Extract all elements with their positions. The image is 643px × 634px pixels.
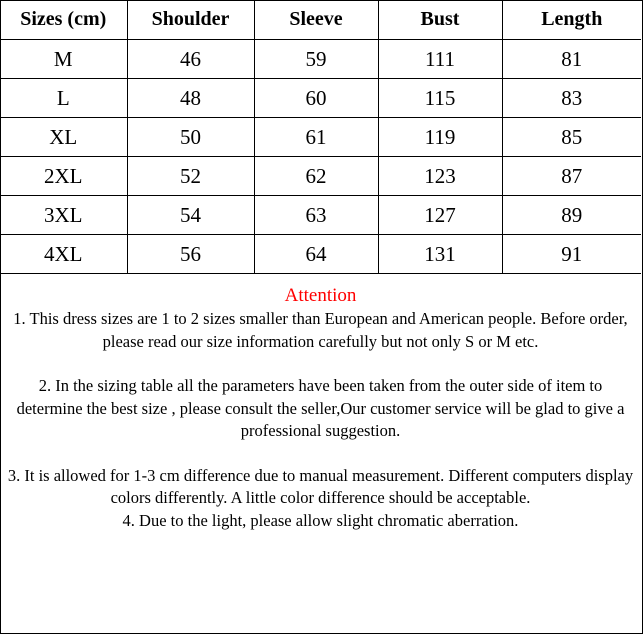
cell-sleeve: 63 bbox=[254, 196, 378, 235]
table-row bbox=[0, 235, 641, 274]
cell-sleeve: 61 bbox=[254, 118, 378, 157]
cell-shoulder: 48 bbox=[127, 79, 254, 118]
cell-bust: 111 bbox=[378, 40, 502, 79]
note-3: 3. It is allowed for 1-3 cm difference due to manual measurement. Different computers display colors differently. A little color difference should be acceptable. bbox=[7, 465, 634, 507]
cell-shoulder: 54 bbox=[127, 196, 254, 235]
cell-sleeve: 64 bbox=[254, 235, 378, 274]
table-header-row bbox=[0, 0, 641, 40]
cell-size: 3XL bbox=[0, 196, 127, 235]
cell-size: 2XL bbox=[0, 157, 127, 196]
header-shoulder: Shoulder bbox=[127, 0, 254, 40]
header-sleeve: Sleeve bbox=[254, 0, 378, 40]
notes-section bbox=[0, 283, 641, 532]
table-row bbox=[0, 196, 641, 235]
table-row bbox=[0, 40, 641, 79]
cell-size: 4XL bbox=[0, 235, 127, 274]
cell-bust: 127 bbox=[378, 196, 502, 235]
cell-sleeve: 62 bbox=[254, 157, 378, 196]
cell-shoulder: 56 bbox=[127, 235, 254, 274]
header-bust: Bust bbox=[378, 0, 502, 40]
header-length: Length bbox=[502, 0, 641, 40]
table-row bbox=[0, 79, 641, 118]
note-4: 4. Due to the light, please allow slight chromatic aberration. bbox=[122, 510, 519, 530]
cell-bust: 115 bbox=[378, 79, 502, 118]
cell-length: 85 bbox=[502, 118, 641, 157]
table-row bbox=[0, 118, 641, 157]
cell-shoulder: 50 bbox=[127, 118, 254, 157]
header-sizes: Sizes (cm) bbox=[0, 0, 127, 40]
cell-length: 91 bbox=[502, 235, 641, 274]
size-table bbox=[0, 0, 641, 274]
cell-size: L bbox=[0, 79, 127, 118]
cell-bust: 119 bbox=[378, 118, 502, 157]
cell-sleeve: 59 bbox=[254, 40, 378, 79]
note-1: 1. This dress sizes are 1 to 2 sizes smaller than European and American people. Before order, please read our size information carefully but not only S or M etc. bbox=[13, 309, 628, 351]
cell-bust: 123 bbox=[378, 157, 502, 196]
cell-length: 81 bbox=[502, 40, 641, 79]
cell-bust: 131 bbox=[378, 235, 502, 274]
attention-title: Attention bbox=[284, 285, 357, 306]
cell-size: M bbox=[0, 40, 127, 79]
cell-shoulder: 52 bbox=[127, 157, 254, 196]
cell-size: XL bbox=[0, 118, 127, 157]
cell-shoulder: 46 bbox=[127, 40, 254, 79]
table-row bbox=[0, 157, 641, 196]
cell-length: 87 bbox=[502, 157, 641, 196]
cell-length: 89 bbox=[502, 196, 641, 235]
cell-sleeve: 60 bbox=[254, 79, 378, 118]
note-2: 2. In the sizing table all the parameters have been taken from the outer side of item to determine the best size , please consult the seller,Our customer service will be glad to give a professional suggestion. bbox=[16, 376, 625, 440]
cell-length: 83 bbox=[502, 79, 641, 118]
